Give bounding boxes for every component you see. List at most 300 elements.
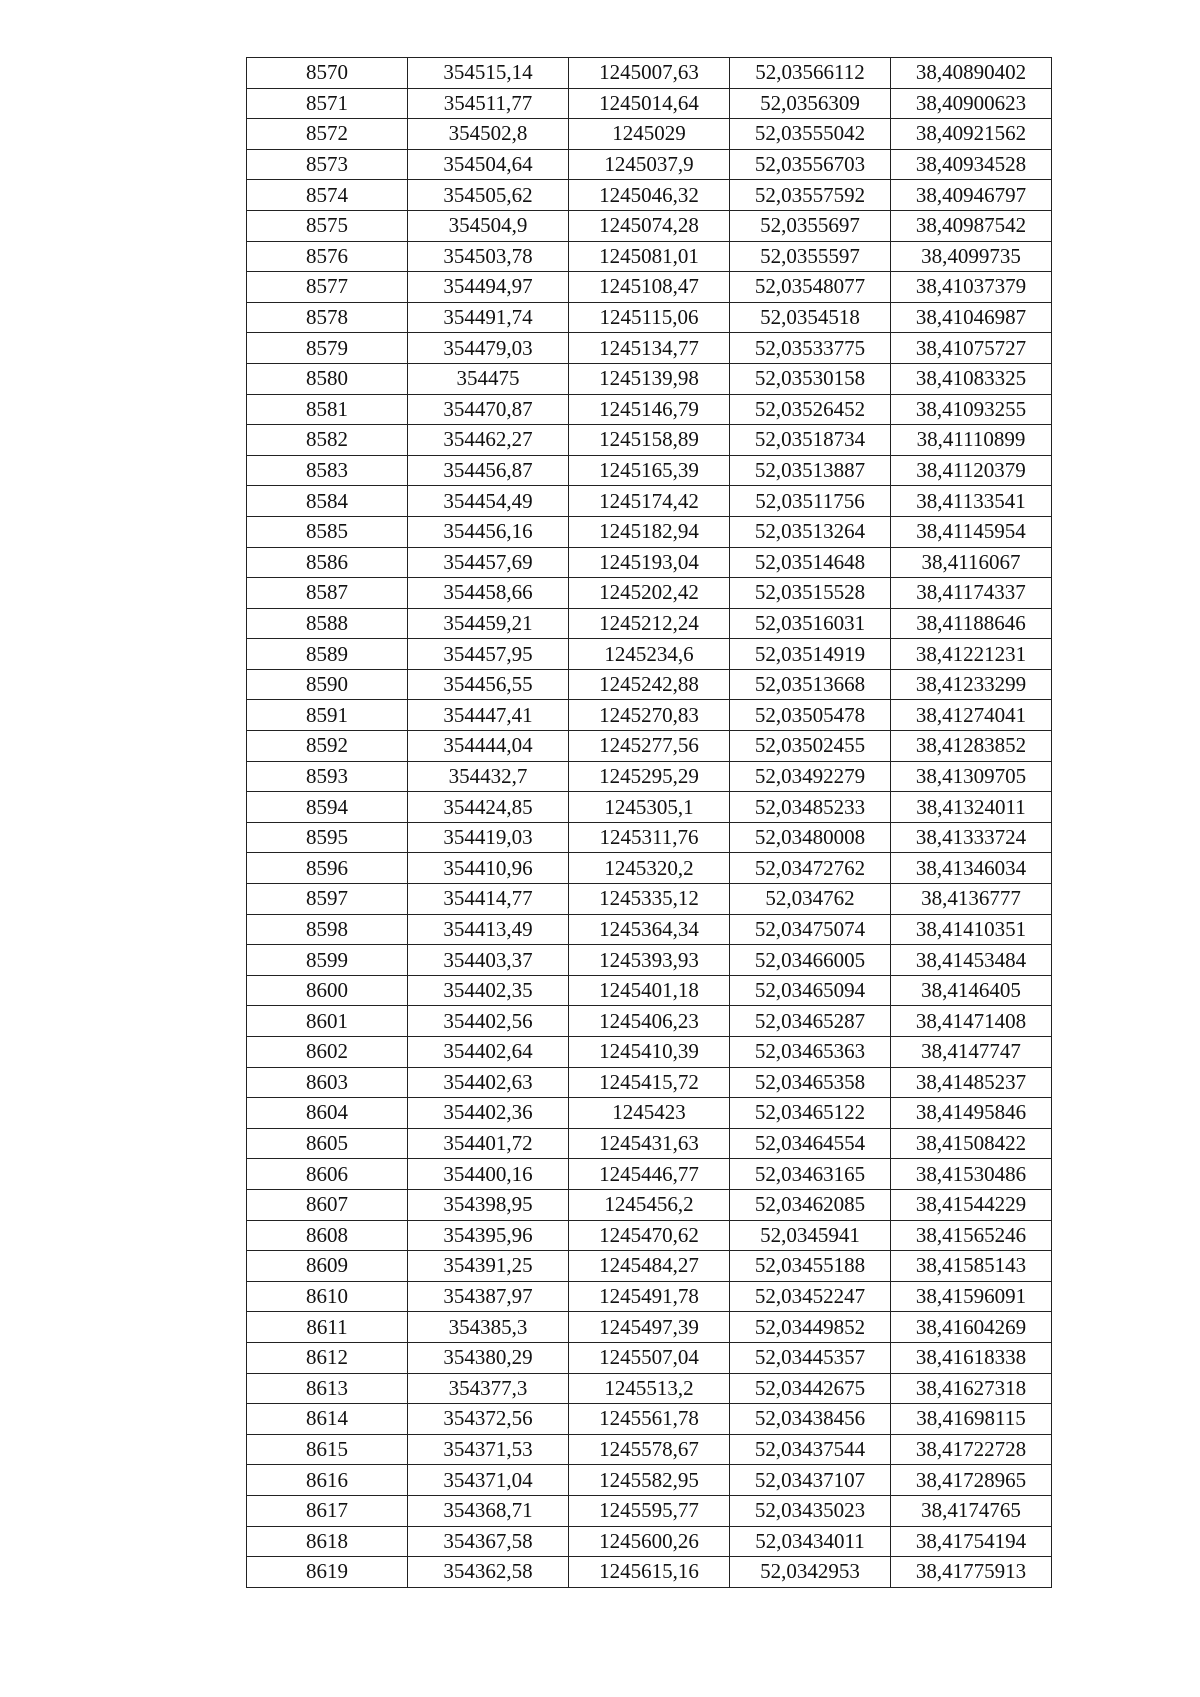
y-coordinate-cell: 1245423: [569, 1098, 730, 1129]
y-coordinate-cell: 1245202,42: [569, 578, 730, 609]
latitude-cell: 52,0354518: [730, 302, 891, 333]
table-row: [247, 455, 1052, 486]
point-number-cell: 8584: [247, 486, 408, 517]
y-coordinate-cell: 1245174,42: [569, 486, 730, 517]
x-coordinate-cell: 354424,85: [408, 792, 569, 823]
latitude-cell: 52,03502455: [730, 731, 891, 762]
latitude-cell: 52,03548077: [730, 272, 891, 303]
point-number-cell: 8571: [247, 88, 408, 119]
point-number-cell: 8591: [247, 700, 408, 731]
point-number-cell: 8596: [247, 853, 408, 884]
table-row: [247, 945, 1052, 976]
point-number-cell: 8587: [247, 578, 408, 609]
point-number-cell: 8593: [247, 761, 408, 792]
longitude-cell: 38,41495846: [891, 1098, 1052, 1129]
latitude-cell: 52,03465094: [730, 975, 891, 1006]
y-coordinate-cell: 1245491,78: [569, 1281, 730, 1312]
table-row: [247, 1006, 1052, 1037]
y-coordinate-cell: 1245582,95: [569, 1465, 730, 1496]
longitude-cell: 38,41346034: [891, 853, 1052, 884]
y-coordinate-cell: 1245115,06: [569, 302, 730, 333]
point-number-cell: 8602: [247, 1037, 408, 1068]
x-coordinate-cell: 354413,49: [408, 914, 569, 945]
point-number-cell: 8581: [247, 394, 408, 425]
table-row: [247, 1557, 1052, 1588]
longitude-cell: 38,41722728: [891, 1434, 1052, 1465]
y-coordinate-cell: 1245029: [569, 119, 730, 150]
latitude-cell: 52,03462085: [730, 1189, 891, 1220]
longitude-cell: 38,4099735: [891, 241, 1052, 272]
point-number-cell: 8599: [247, 945, 408, 976]
longitude-cell: 38,41485237: [891, 1067, 1052, 1098]
y-coordinate-cell: 1245406,23: [569, 1006, 730, 1037]
latitude-cell: 52,0342953: [730, 1557, 891, 1588]
latitude-cell: 52,03557592: [730, 180, 891, 211]
longitude-cell: 38,41596091: [891, 1281, 1052, 1312]
table-row: [247, 608, 1052, 639]
x-coordinate-cell: 354395,96: [408, 1220, 569, 1251]
table-row: [247, 914, 1052, 945]
x-coordinate-cell: 354503,78: [408, 241, 569, 272]
longitude-cell: 38,41698115: [891, 1404, 1052, 1435]
y-coordinate-cell: 1245410,39: [569, 1037, 730, 1068]
latitude-cell: 52,0356309: [730, 88, 891, 119]
table-row: [247, 853, 1052, 884]
latitude-cell: 52,03452247: [730, 1281, 891, 1312]
table-row: [247, 363, 1052, 394]
point-number-cell: 8600: [247, 975, 408, 1006]
longitude-cell: 38,41037379: [891, 272, 1052, 303]
longitude-cell: 38,41585143: [891, 1251, 1052, 1282]
y-coordinate-cell: 1245431,63: [569, 1128, 730, 1159]
table-row: [247, 1312, 1052, 1343]
latitude-cell: 52,03434011: [730, 1526, 891, 1557]
y-coordinate-cell: 1245615,16: [569, 1557, 730, 1588]
x-coordinate-cell: 354475: [408, 363, 569, 394]
latitude-cell: 52,03566112: [730, 58, 891, 89]
latitude-cell: 52,03438456: [730, 1404, 891, 1435]
point-number-cell: 8570: [247, 58, 408, 89]
table-row: [247, 1220, 1052, 1251]
x-coordinate-cell: 354402,36: [408, 1098, 569, 1129]
coordinates-table-body: [247, 58, 1052, 1588]
point-number-cell: 8612: [247, 1342, 408, 1373]
table-row: [247, 333, 1052, 364]
y-coordinate-cell: 1245193,04: [569, 547, 730, 578]
longitude-cell: 38,40987542: [891, 210, 1052, 241]
longitude-cell: 38,4174765: [891, 1495, 1052, 1526]
y-coordinate-cell: 1245497,39: [569, 1312, 730, 1343]
table-row: [247, 486, 1052, 517]
longitude-cell: 38,41120379: [891, 455, 1052, 486]
point-number-cell: 8605: [247, 1128, 408, 1159]
latitude-cell: 52,03449852: [730, 1312, 891, 1343]
point-number-cell: 8618: [247, 1526, 408, 1557]
table-row: [247, 822, 1052, 853]
table-row: [247, 149, 1052, 180]
y-coordinate-cell: 1245484,27: [569, 1251, 730, 1282]
y-coordinate-cell: 1245295,29: [569, 761, 730, 792]
y-coordinate-cell: 1245139,98: [569, 363, 730, 394]
latitude-cell: 52,03514648: [730, 547, 891, 578]
x-coordinate-cell: 354462,27: [408, 425, 569, 456]
x-coordinate-cell: 354432,7: [408, 761, 569, 792]
table-row: [247, 1495, 1052, 1526]
y-coordinate-cell: 1245234,6: [569, 639, 730, 670]
table-row: [247, 180, 1052, 211]
x-coordinate-cell: 354504,64: [408, 149, 569, 180]
point-number-cell: 8613: [247, 1373, 408, 1404]
latitude-cell: 52,03505478: [730, 700, 891, 731]
table-row: [247, 1465, 1052, 1496]
x-coordinate-cell: 354454,49: [408, 486, 569, 517]
point-number-cell: 8608: [247, 1220, 408, 1251]
point-number-cell: 8572: [247, 119, 408, 150]
longitude-cell: 38,41309705: [891, 761, 1052, 792]
latitude-cell: 52,03480008: [730, 822, 891, 853]
longitude-cell: 38,41075727: [891, 333, 1052, 364]
x-coordinate-cell: 354505,62: [408, 180, 569, 211]
table-row: [247, 639, 1052, 670]
latitude-cell: 52,0355697: [730, 210, 891, 241]
x-coordinate-cell: 354385,3: [408, 1312, 569, 1343]
point-number-cell: 8594: [247, 792, 408, 823]
longitude-cell: 38,41233299: [891, 669, 1052, 700]
y-coordinate-cell: 1245108,47: [569, 272, 730, 303]
longitude-cell: 38,40921562: [891, 119, 1052, 150]
longitude-cell: 38,41565246: [891, 1220, 1052, 1251]
table-row: [247, 547, 1052, 578]
x-coordinate-cell: 354444,04: [408, 731, 569, 762]
y-coordinate-cell: 1245578,67: [569, 1434, 730, 1465]
point-number-cell: 8606: [247, 1159, 408, 1190]
x-coordinate-cell: 354372,56: [408, 1404, 569, 1435]
y-coordinate-cell: 1245364,34: [569, 914, 730, 945]
x-coordinate-cell: 354502,8: [408, 119, 569, 150]
latitude-cell: 52,03485233: [730, 792, 891, 823]
latitude-cell: 52,03465363: [730, 1037, 891, 1068]
y-coordinate-cell: 1245320,2: [569, 853, 730, 884]
y-coordinate-cell: 1245446,77: [569, 1159, 730, 1190]
x-coordinate-cell: 354456,87: [408, 455, 569, 486]
latitude-cell: 52,0355597: [730, 241, 891, 272]
y-coordinate-cell: 1245600,26: [569, 1526, 730, 1557]
x-coordinate-cell: 354419,03: [408, 822, 569, 853]
table-row: [247, 1189, 1052, 1220]
table-row: [247, 1067, 1052, 1098]
table-row: [247, 669, 1052, 700]
longitude-cell: 38,41544229: [891, 1189, 1052, 1220]
longitude-cell: 38,41604269: [891, 1312, 1052, 1343]
longitude-cell: 38,41754194: [891, 1526, 1052, 1557]
latitude-cell: 52,03492279: [730, 761, 891, 792]
y-coordinate-cell: 1245335,12: [569, 884, 730, 915]
point-number-cell: 8576: [247, 241, 408, 272]
y-coordinate-cell: 1245561,78: [569, 1404, 730, 1435]
y-coordinate-cell: 1245007,63: [569, 58, 730, 89]
longitude-cell: 38,41627318: [891, 1373, 1052, 1404]
y-coordinate-cell: 1245393,93: [569, 945, 730, 976]
y-coordinate-cell: 1245595,77: [569, 1495, 730, 1526]
point-number-cell: 8597: [247, 884, 408, 915]
point-number-cell: 8585: [247, 516, 408, 547]
point-number-cell: 8588: [247, 608, 408, 639]
y-coordinate-cell: 1245470,62: [569, 1220, 730, 1251]
latitude-cell: 52,034762: [730, 884, 891, 915]
y-coordinate-cell: 1245415,72: [569, 1067, 730, 1098]
x-coordinate-cell: 354400,16: [408, 1159, 569, 1190]
point-number-cell: 8577: [247, 272, 408, 303]
latitude-cell: 52,03514919: [730, 639, 891, 670]
point-number-cell: 8611: [247, 1312, 408, 1343]
x-coordinate-cell: 354494,97: [408, 272, 569, 303]
longitude-cell: 38,4136777: [891, 884, 1052, 915]
x-coordinate-cell: 354515,14: [408, 58, 569, 89]
point-number-cell: 8598: [247, 914, 408, 945]
table-row: [247, 1404, 1052, 1435]
x-coordinate-cell: 354362,58: [408, 1557, 569, 1588]
table-row: [247, 884, 1052, 915]
point-number-cell: 8578: [247, 302, 408, 333]
latitude-cell: 52,03556703: [730, 149, 891, 180]
latitude-cell: 52,03437544: [730, 1434, 891, 1465]
latitude-cell: 52,03464554: [730, 1128, 891, 1159]
longitude-cell: 38,41410351: [891, 914, 1052, 945]
longitude-cell: 38,41333724: [891, 822, 1052, 853]
latitude-cell: 52,03463165: [730, 1159, 891, 1190]
x-coordinate-cell: 354504,9: [408, 210, 569, 241]
longitude-cell: 38,41174337: [891, 578, 1052, 609]
x-coordinate-cell: 354457,69: [408, 547, 569, 578]
latitude-cell: 52,03518734: [730, 425, 891, 456]
latitude-cell: 52,03465358: [730, 1067, 891, 1098]
table-row: [247, 1342, 1052, 1373]
latitude-cell: 52,03516031: [730, 608, 891, 639]
longitude-cell: 38,40934528: [891, 149, 1052, 180]
x-coordinate-cell: 354511,77: [408, 88, 569, 119]
point-number-cell: 8603: [247, 1067, 408, 1098]
latitude-cell: 52,03472762: [730, 853, 891, 884]
latitude-cell: 52,03442675: [730, 1373, 891, 1404]
x-coordinate-cell: 354402,64: [408, 1037, 569, 1068]
table-row: [247, 210, 1052, 241]
table-row: [247, 731, 1052, 762]
table-row: [247, 1434, 1052, 1465]
table-row: [247, 119, 1052, 150]
latitude-cell: 52,03475074: [730, 914, 891, 945]
y-coordinate-cell: 1245158,89: [569, 425, 730, 456]
x-coordinate-cell: 354371,04: [408, 1465, 569, 1496]
x-coordinate-cell: 354470,87: [408, 394, 569, 425]
latitude-cell: 52,03445357: [730, 1342, 891, 1373]
point-number-cell: 8616: [247, 1465, 408, 1496]
x-coordinate-cell: 354402,63: [408, 1067, 569, 1098]
table-row: [247, 792, 1052, 823]
latitude-cell: 52,03465287: [730, 1006, 891, 1037]
longitude-cell: 38,41728965: [891, 1465, 1052, 1496]
y-coordinate-cell: 1245456,2: [569, 1189, 730, 1220]
latitude-cell: 52,03513887: [730, 455, 891, 486]
y-coordinate-cell: 1245074,28: [569, 210, 730, 241]
point-number-cell: 8615: [247, 1434, 408, 1465]
y-coordinate-cell: 1245507,04: [569, 1342, 730, 1373]
longitude-cell: 38,41274041: [891, 700, 1052, 731]
x-coordinate-cell: 354377,3: [408, 1373, 569, 1404]
table-row: [247, 578, 1052, 609]
longitude-cell: 38,41083325: [891, 363, 1052, 394]
longitude-cell: 38,41188646: [891, 608, 1052, 639]
x-coordinate-cell: 354368,71: [408, 1495, 569, 1526]
longitude-cell: 38,41145954: [891, 516, 1052, 547]
longitude-cell: 38,40946797: [891, 180, 1052, 211]
x-coordinate-cell: 354367,58: [408, 1526, 569, 1557]
latitude-cell: 52,03466005: [730, 945, 891, 976]
latitude-cell: 52,03533775: [730, 333, 891, 364]
y-coordinate-cell: 1245165,39: [569, 455, 730, 486]
point-number-cell: 8614: [247, 1404, 408, 1435]
x-coordinate-cell: 354458,66: [408, 578, 569, 609]
latitude-cell: 52,03465122: [730, 1098, 891, 1129]
point-number-cell: 8601: [247, 1006, 408, 1037]
y-coordinate-cell: 1245212,24: [569, 608, 730, 639]
table-row: [247, 88, 1052, 119]
latitude-cell: 52,03526452: [730, 394, 891, 425]
longitude-cell: 38,4146405: [891, 975, 1052, 1006]
table-row: [247, 272, 1052, 303]
y-coordinate-cell: 1245311,76: [569, 822, 730, 853]
point-number-cell: 8580: [247, 363, 408, 394]
longitude-cell: 38,4147747: [891, 1037, 1052, 1068]
latitude-cell: 52,03555042: [730, 119, 891, 150]
point-number-cell: 8595: [247, 822, 408, 853]
longitude-cell: 38,41453484: [891, 945, 1052, 976]
longitude-cell: 38,41283852: [891, 731, 1052, 762]
point-number-cell: 8575: [247, 210, 408, 241]
table-row: [247, 1281, 1052, 1312]
table-row: [247, 516, 1052, 547]
table-row: [247, 1037, 1052, 1068]
latitude-cell: 52,0345941: [730, 1220, 891, 1251]
y-coordinate-cell: 1245046,32: [569, 180, 730, 211]
longitude-cell: 38,41508422: [891, 1128, 1052, 1159]
latitude-cell: 52,03455188: [730, 1251, 891, 1282]
x-coordinate-cell: 354401,72: [408, 1128, 569, 1159]
point-number-cell: 8590: [247, 669, 408, 700]
latitude-cell: 52,03515528: [730, 578, 891, 609]
table-row: [247, 302, 1052, 333]
x-coordinate-cell: 354402,56: [408, 1006, 569, 1037]
latitude-cell: 52,03513264: [730, 516, 891, 547]
y-coordinate-cell: 1245305,1: [569, 792, 730, 823]
x-coordinate-cell: 354414,77: [408, 884, 569, 915]
x-coordinate-cell: 354398,95: [408, 1189, 569, 1220]
table-row: [247, 1373, 1052, 1404]
y-coordinate-cell: 1245014,64: [569, 88, 730, 119]
x-coordinate-cell: 354391,25: [408, 1251, 569, 1282]
x-coordinate-cell: 354456,55: [408, 669, 569, 700]
y-coordinate-cell: 1245401,18: [569, 975, 730, 1006]
longitude-cell: 38,41110899: [891, 425, 1052, 456]
longitude-cell: 38,41093255: [891, 394, 1052, 425]
point-number-cell: 8617: [247, 1495, 408, 1526]
coordinates-table: [246, 57, 1052, 1588]
point-number-cell: 8583: [247, 455, 408, 486]
longitude-cell: 38,41530486: [891, 1159, 1052, 1190]
point-number-cell: 8610: [247, 1281, 408, 1312]
point-number-cell: 8592: [247, 731, 408, 762]
point-number-cell: 8573: [247, 149, 408, 180]
y-coordinate-cell: 1245513,2: [569, 1373, 730, 1404]
x-coordinate-cell: 354447,41: [408, 700, 569, 731]
latitude-cell: 52,03437107: [730, 1465, 891, 1496]
longitude-cell: 38,41775913: [891, 1557, 1052, 1588]
point-number-cell: 8589: [247, 639, 408, 670]
x-coordinate-cell: 354380,29: [408, 1342, 569, 1373]
latitude-cell: 52,03435023: [730, 1495, 891, 1526]
x-coordinate-cell: 354457,95: [408, 639, 569, 670]
longitude-cell: 38,41221231: [891, 639, 1052, 670]
table-row: [247, 58, 1052, 89]
longitude-cell: 38,4116067: [891, 547, 1052, 578]
y-coordinate-cell: 1245037,9: [569, 149, 730, 180]
table-row: [247, 700, 1052, 731]
x-coordinate-cell: 354371,53: [408, 1434, 569, 1465]
table-row: [247, 1526, 1052, 1557]
latitude-cell: 52,03511756: [730, 486, 891, 517]
table-row: [247, 241, 1052, 272]
point-number-cell: 8579: [247, 333, 408, 364]
x-coordinate-cell: 354456,16: [408, 516, 569, 547]
x-coordinate-cell: 354402,35: [408, 975, 569, 1006]
table-row: [247, 1159, 1052, 1190]
x-coordinate-cell: 354403,37: [408, 945, 569, 976]
point-number-cell: 8574: [247, 180, 408, 211]
y-coordinate-cell: 1245146,79: [569, 394, 730, 425]
point-number-cell: 8609: [247, 1251, 408, 1282]
y-coordinate-cell: 1245081,01: [569, 241, 730, 272]
table-row: [247, 394, 1052, 425]
latitude-cell: 52,03513668: [730, 669, 891, 700]
point-number-cell: 8582: [247, 425, 408, 456]
longitude-cell: 38,40890402: [891, 58, 1052, 89]
table-row: [247, 761, 1052, 792]
table-row: [247, 1098, 1052, 1129]
table-row: [247, 1128, 1052, 1159]
table-row: [247, 975, 1052, 1006]
point-number-cell: 8586: [247, 547, 408, 578]
table-row: [247, 425, 1052, 456]
x-coordinate-cell: 354410,96: [408, 853, 569, 884]
longitude-cell: 38,41133541: [891, 486, 1052, 517]
point-number-cell: 8619: [247, 1557, 408, 1588]
longitude-cell: 38,41471408: [891, 1006, 1052, 1037]
x-coordinate-cell: 354491,74: [408, 302, 569, 333]
longitude-cell: 38,41324011: [891, 792, 1052, 823]
longitude-cell: 38,41618338: [891, 1342, 1052, 1373]
y-coordinate-cell: 1245134,77: [569, 333, 730, 364]
latitude-cell: 52,03530158: [730, 363, 891, 394]
point-number-cell: 8604: [247, 1098, 408, 1129]
y-coordinate-cell: 1245277,56: [569, 731, 730, 762]
y-coordinate-cell: 1245182,94: [569, 516, 730, 547]
point-number-cell: 8607: [247, 1189, 408, 1220]
longitude-cell: 38,40900623: [891, 88, 1052, 119]
y-coordinate-cell: 1245242,88: [569, 669, 730, 700]
longitude-cell: 38,41046987: [891, 302, 1052, 333]
x-coordinate-cell: 354459,21: [408, 608, 569, 639]
x-coordinate-cell: 354387,97: [408, 1281, 569, 1312]
x-coordinate-cell: 354479,03: [408, 333, 569, 364]
